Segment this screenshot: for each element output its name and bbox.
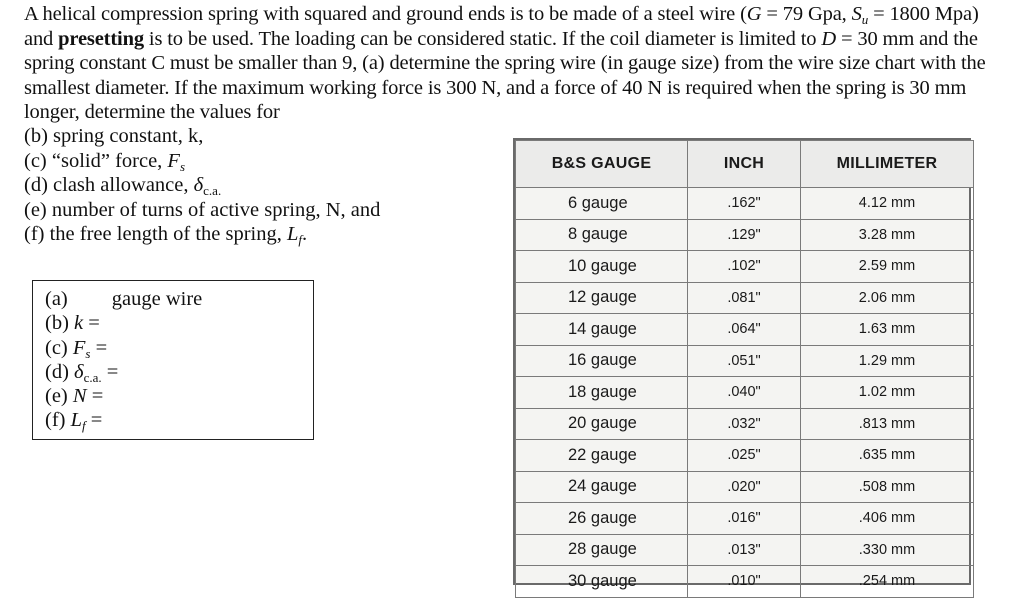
table-row — [516, 440, 974, 472]
answer-b-label: (b) — [45, 312, 75, 335]
part-f-symbol: L — [287, 223, 299, 246]
table-row — [516, 503, 974, 535]
cell-inch: .020" — [688, 471, 801, 503]
answer-c-equals: = — [90, 336, 108, 359]
cell-gauge: 30 gauge — [516, 566, 688, 598]
problem-text-5: = 30 mm and the spring constant C must be smaller than 9, (a) determine the spring wire (in gauge size) from the wire size chart with the smallest diameter. If the maximum working force is 300 N, and a force of 40 N is required when the spring is 30 mm longer, determine the values for — [24, 27, 986, 124]
cell-inch: .010" — [688, 566, 801, 598]
table-header-row — [516, 141, 974, 188]
answer-row-c[interactable] — [45, 336, 313, 360]
table-body — [516, 188, 974, 598]
cell-gauge: 10 gauge — [516, 251, 688, 283]
symbol-su: S — [851, 3, 862, 25]
answer-b-symbol: k — [74, 312, 84, 335]
cell-mm: 2.06 mm — [801, 282, 974, 314]
answer-f-label: (f) — [45, 409, 71, 432]
question-parts-list — [24, 124, 380, 247]
answer-e-label: (e) — [45, 385, 73, 408]
answer-a-suffix: gauge wire — [111, 288, 203, 310]
answer-d-label: (d) — [45, 360, 75, 383]
answer-c-subscript: s — [85, 345, 91, 361]
answer-d-symbol: δ — [74, 360, 84, 383]
answer-f-symbol: L — [70, 409, 83, 432]
table-row — [516, 408, 974, 440]
cell-gauge: 14 gauge — [516, 314, 688, 346]
header-gauge: B&S GAUGE — [516, 141, 688, 188]
cell-gauge: 20 gauge — [516, 408, 688, 440]
cell-inch: .025" — [688, 440, 801, 472]
cell-mm: .813 mm — [801, 408, 974, 440]
part-c-subscript: s — [179, 158, 186, 174]
answer-row-e[interactable] — [45, 384, 313, 408]
table-row — [516, 534, 974, 566]
wire-gauge-chart — [513, 138, 971, 590]
part-e — [24, 198, 380, 223]
table-row — [516, 188, 974, 220]
table-row — [516, 282, 974, 314]
answer-row-a[interactable] — [45, 287, 313, 311]
cell-mm: .635 mm — [801, 440, 974, 472]
cell-mm: 3.28 mm — [801, 219, 974, 251]
answer-row-f[interactable] — [45, 408, 313, 432]
cell-inch: .013" — [688, 534, 801, 566]
part-f-subscript: f — [298, 232, 303, 248]
cell-gauge: 26 gauge — [516, 503, 688, 535]
answer-a-label: (a) — [45, 288, 68, 310]
answer-box — [32, 280, 314, 440]
cell-mm: 2.59 mm — [801, 251, 974, 283]
answer-c-symbol: F — [72, 336, 86, 359]
cell-mm: .330 mm — [801, 534, 974, 566]
part-d-symbol: δ — [193, 174, 204, 197]
cell-mm: .254 mm — [801, 566, 974, 598]
cell-gauge: 24 gauge — [516, 471, 688, 503]
part-f-tail: . — [302, 223, 308, 246]
symbol-su-subscript: u — [861, 12, 869, 27]
cell-inch: .016" — [688, 503, 801, 535]
table-row — [516, 314, 974, 346]
cell-gauge: 6 gauge — [516, 188, 688, 220]
cell-inch: .032" — [688, 408, 801, 440]
bold-presetting: presetting — [58, 27, 144, 50]
header-inch: INCH — [688, 141, 801, 188]
cell-gauge: 22 gauge — [516, 440, 688, 472]
part-c-symbol: F — [167, 149, 180, 172]
answer-b-equals: = — [83, 312, 100, 335]
cell-gauge: 8 gauge — [516, 219, 688, 251]
part-d-text: (d) clash allowance, — [24, 174, 194, 197]
cell-mm: 1.29 mm — [801, 345, 974, 377]
cell-gauge: 12 gauge — [516, 282, 688, 314]
problem-text-1: A helical compression spring with squared and ground ends is to be made of a steel wire ( — [24, 3, 747, 25]
cell-mm: .406 mm — [801, 503, 974, 535]
table-row — [516, 471, 974, 503]
answer-e-symbol: N — [72, 385, 87, 408]
table-row — [516, 345, 974, 377]
cell-mm: 4.12 mm — [801, 188, 974, 220]
cell-inch: .162" — [688, 188, 801, 220]
problem-text-3: = 1800 Mpa) and — [24, 3, 979, 50]
part-d — [24, 173, 380, 198]
part-d-subscript: c.a. — [203, 183, 222, 199]
cell-inch: .040" — [688, 377, 801, 409]
problem-text-4: is to be used. The loading can be considered static. If the coil diameter is limited to — [143, 27, 822, 50]
answer-d-equals: = — [101, 360, 119, 383]
answer-row-d[interactable] — [45, 360, 313, 384]
answer-f-subscript: f — [82, 418, 86, 434]
part-e-text: (e) number of turns of active spring, N, and — [24, 198, 381, 221]
cell-gauge: 18 gauge — [516, 377, 688, 409]
symbol-d: D — [821, 27, 836, 50]
part-f — [24, 222, 380, 247]
part-b — [24, 124, 380, 149]
table-row — [516, 251, 974, 283]
wire-gauge-table — [515, 140, 974, 598]
cell-mm: .508 mm — [801, 471, 974, 503]
part-b-text: (b) spring constant, k, — [24, 125, 204, 147]
cell-gauge: 28 gauge — [516, 534, 688, 566]
cell-inch: .102" — [688, 251, 801, 283]
cell-inch: .129" — [688, 219, 801, 251]
answer-row-b[interactable] — [45, 311, 313, 335]
table-row — [516, 566, 974, 598]
table-row — [516, 219, 974, 251]
table-row — [516, 377, 974, 409]
symbol-g: G — [746, 3, 762, 25]
answer-f-equals: = — [85, 409, 103, 432]
answer-c-label: (c) — [45, 336, 73, 359]
part-f-text: (f) the free length of the spring, — [24, 223, 287, 246]
problem-text-2: = 79 Gpa, — [761, 3, 852, 25]
cell-inch: .064" — [688, 314, 801, 346]
cell-inch: .051" — [688, 345, 801, 377]
cell-inch: .081" — [688, 282, 801, 314]
answer-d-subscript: c.a. — [83, 369, 102, 385]
cell-mm: 1.63 mm — [801, 314, 974, 346]
cell-mm: 1.02 mm — [801, 377, 974, 409]
header-millimeter: MILLIMETER — [801, 141, 974, 188]
cell-gauge: 16 gauge — [516, 345, 688, 377]
part-c — [24, 149, 380, 174]
answer-e-equals: = — [86, 385, 104, 408]
part-c-text: (c) “solid” force, — [24, 149, 168, 172]
problem-statement — [24, 2, 999, 125]
